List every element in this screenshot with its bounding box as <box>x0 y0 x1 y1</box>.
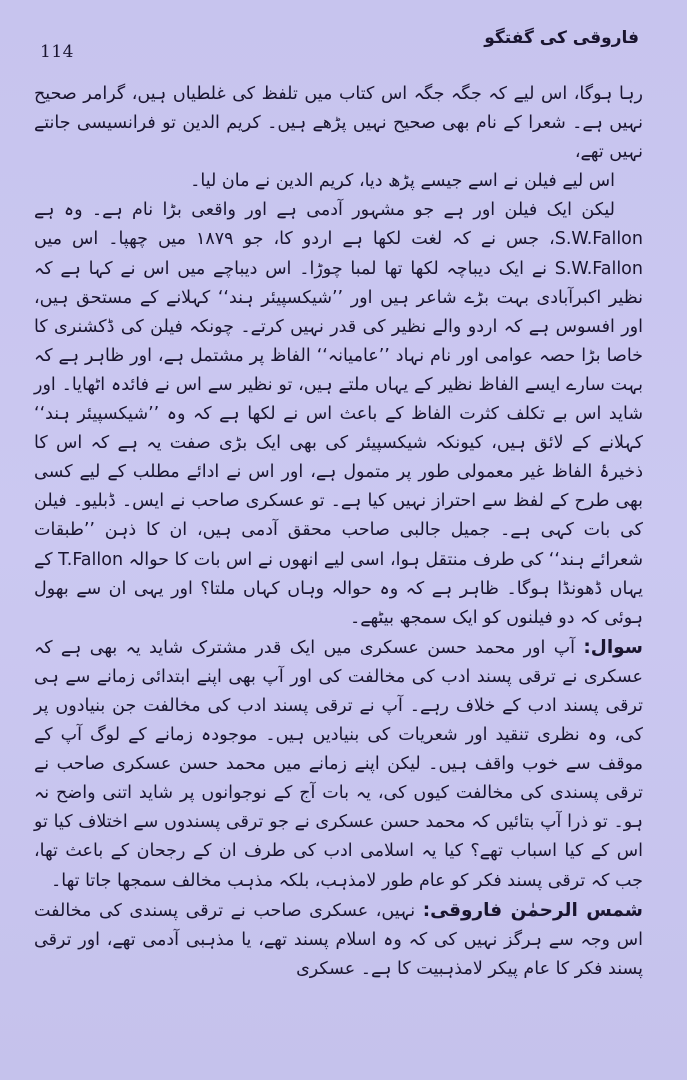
page-number: 114 <box>40 42 74 62</box>
paragraph: رہا ہوگا، اس لیے کہ جگہ جگہ اس کتاب میں تلفظ کی غلطیاں ہیں، گرامر صحیح نہیں ہے۔ شعرا کے نام بھی صحیح نہیں پڑھے ہیں۔ کریم الدین تو فرانسیسی جانتے نہیں تھے، <box>34 84 643 163</box>
paragraph-text: آپ اور محمد حسن عسکری میں ایک قدر مشترک شاید یہ بھی ہے کہ عسکری نے ترقی پسند ادب کی مخالفت کی اور آپ بھی اپنے ابتدائی زمانے سے ہی ترقی پسند ادب کے خلاف رہے۔ آپ نے ترقی پسند ادب کی مخالفت جن بنیادوں پر کی، وہ نظری تنقید اور شعریات کی بنیادیں ہیں۔ موجودہ زمانے کے لوگ آپ کے موقف سے خوب واقف ہیں۔ لیکن اپنے زمانے میں محمد حسن عسکری صاحب نے ترقی پسندی کی مخالفت کیوں کی، یہ بات آج کے نوجوانوں پر شاید اتنی واضح نہ ہو۔ تو ذرا آپ بتائیں کہ محمد حسن عسکری نے جو ترقی پسندوں سے اختلاف کیا تو اس کے کیا اسباب تھے؟ کیا یہ اسلامی ادب کی طرف ان کے رجحان کے باعث تھا، جب کہ ترقی پسند فکر کو عام طور لامذہب، بلکہ مذہب مخالف سمجھا جاتا تھا۔ <box>34 637 643 891</box>
paragraph: اس لیے فیلن نے اسے جیسے پڑھ دیا، کریم الدین نے مان لیا۔ <box>190 171 615 192</box>
speaker-label: شمس الرحمٰن فاروقی: <box>422 899 643 921</box>
question-paragraph <box>34 633 643 896</box>
running-head <box>40 28 639 64</box>
running-title: فاروقی کی گفتگو <box>484 28 639 48</box>
paragraph: لیکن ایک فیلن اور ہے جو مشہور آدمی ہے اور واقعی بڑا نام ہے۔ وہ ہے S.W.Fallon، جس نے کہ لغت لکھا ہے اردو کا، جو ۱۸۷۹ میں چھپا۔ اس میں S.W.Fallon نے ایک دیباچہ لکھا تھا لمبا چوڑا۔ اس دیباچے میں اس نے کہا ہے کہ نظیر اکبرآبادی بہت بڑے شاعر ہیں اور ’’شیکسپیئر ہند‘‘ کہلانے کے مستحق ہیں، اور افسوس ہے کہ اردو والے نظیر کی قدر نہیں کرتے۔ چونکہ فیلن کی ڈکشنری کا خاصا بڑا حصہ عوامی اور نام نہاد ’’عامیانہ‘‘ الفاظ پر مشتمل ہے، اور ظاہر ہے کہ بہت سارے ایسے الفاظ نظیر کے یہاں ملتے ہیں، تو نظیر سے اس نے فائدہ اٹھایا۔ اور شاید اس بے تکلف کثرت الفاظ کے باعث اس نے لکھا ہے کہ وہ ’’شیکسپیئر ہند‘‘ کہلانے کے لائق ہیں، کیونکہ شیکسپیئر کی بھی ایک بڑی صفت یہ ہے کہ اس کا ذخیرۂ الفاظ غیر معمولی طور پر متمول ہے، اور اس نے ادائے مطلب کے لیے کسی بھی طرح کے لفظ سے احتراز نہیں کیا ہے۔ تو عسکری صاحب نے ایس۔ ڈبلیو۔ فیلن کی بات کہی ہے۔ جمیل جالبی صاحب محقق آدمی ہیں، ان کا ذہن ’’طبقات شعرائے ہند‘‘ کی طرف منتقل ہوا، اسی لیے انھوں نے اس بات کا حوالہ T.Fallon کے یہاں ڈھونڈا ہوگا۔ ظاہر ہے کہ وہ حوالہ وہاں کہاں ملتا؟ اور یہی ان سے بھول ہوئی کہ دو فیلنوں کو ایک سمجھ بیٹھے۔ <box>34 200 643 628</box>
body-text <box>34 80 643 984</box>
paragraph-text: نہیں، عسکری صاحب نے ترقی پسندی کی مخالفت اس وجہ سے ہرگز نہیں کی کہ وہ اسلام پسند تھے، یا مذہبی آدمی تھے، اور ترقی پسند فکر کا عام پیکر لامذہبیت کا ہے۔ عسکری <box>34 900 643 979</box>
answer-paragraph <box>34 896 643 984</box>
speaker-label: سوال: <box>583 636 643 658</box>
